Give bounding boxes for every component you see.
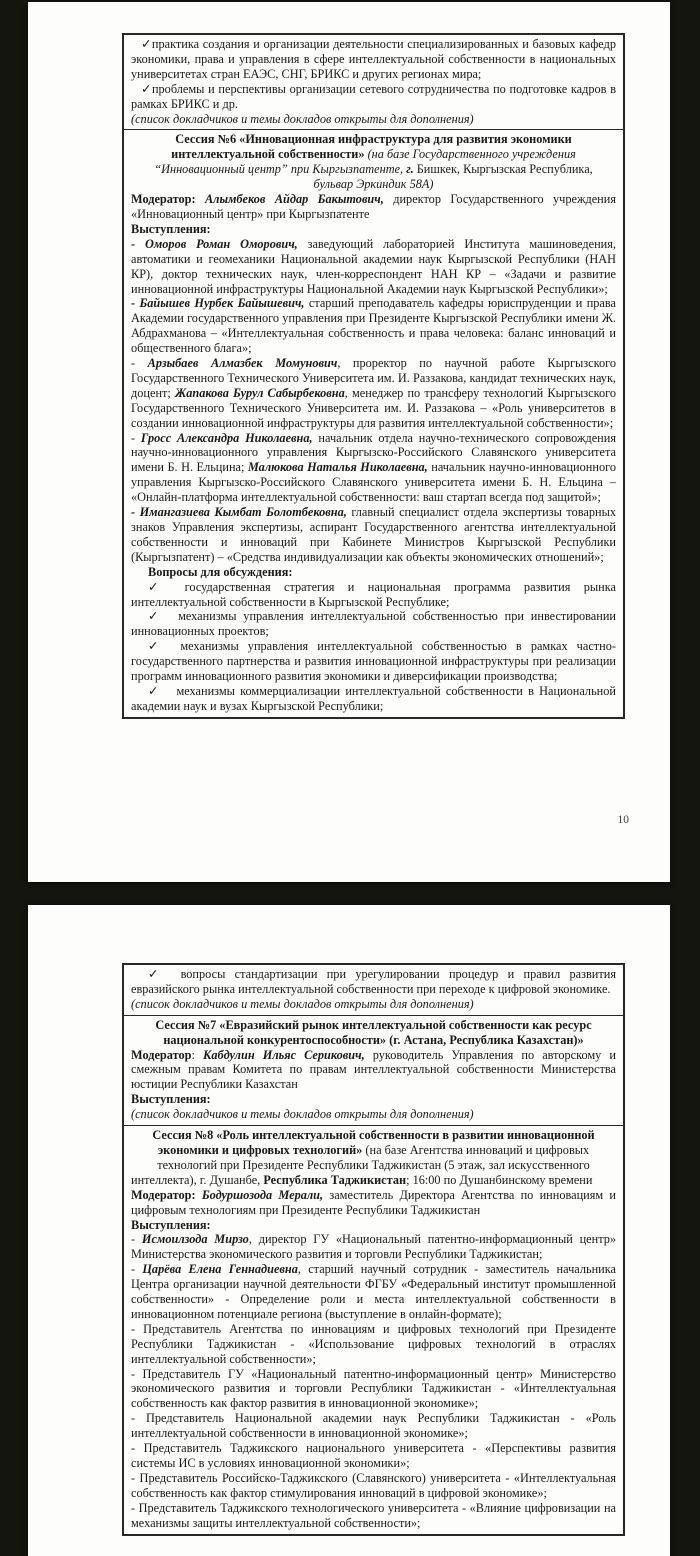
text-run: , директор ГУ «Национальный патентно-информационный центр» Министерства экономического развития и торговли Республики Таджикистан; — [131, 1232, 617, 1262]
paragraph — [131, 1262, 616, 1322]
text-run: - — [131, 430, 141, 445]
paragraph — [131, 431, 616, 506]
paragraph — [131, 639, 616, 684]
paragraph — [131, 1143, 616, 1158]
text-run: (список докладчиков и темы докладов открыты для дополнения) — [131, 111, 474, 126]
paragraph — [131, 222, 616, 237]
text-run: Республика Таджикистан — [263, 1172, 407, 1187]
paragraph — [131, 132, 616, 147]
program-table-page-1 — [122, 33, 625, 719]
paragraph — [131, 1173, 616, 1188]
paragraph — [131, 1092, 616, 1107]
text-run: Вопросы для обсуждения: — [148, 564, 293, 579]
text-run: заместитель Директора Агентства по инновациям и цифровым технологиям при Президенте Республики Таджикистан — [131, 1187, 617, 1217]
text-run: механизмы управления интеллектуальной собственностью при инвестировании инновационных проектов; — [131, 609, 616, 639]
text-run: - Представитель Национальной академии наук Республики Таджикистан - «Роль интеллектуальной собственности в инновационной экономике»; — [131, 1411, 616, 1441]
document-page-1 — [28, 2, 670, 882]
paragraph — [131, 192, 616, 222]
text-run: - Представитель Российско-Таджикского (Славянского) университета - «Интеллектуальная собственность как фактор стимулирования инноваций в цифровой экономике»; — [131, 1470, 616, 1500]
text-run: Сессия №7 «Евразийский рынок интеллектуальной собственности как ресурс — [155, 1017, 592, 1032]
text-run: - — [131, 1262, 143, 1277]
paragraph — [131, 1441, 616, 1471]
text-run: Выступления: — [131, 221, 211, 236]
text-run: Выступления: — [131, 1217, 211, 1232]
text-run: технологий при Президенте Республики Таджикистан (5 этаж, зал искусственного — [157, 1157, 590, 1172]
text-run: Модератор — [131, 1047, 192, 1062]
text-run: , менеджер по трансферу технологий Кыргызского Государственного Технического Университета им. И. Раззакова – «Роль университетов в создании инновационной инфраструктуры для развития интеллектуальной собственности»; — [131, 385, 617, 430]
text-run: - Представитель Таджикского национального университета - «Перспективы развития системы ИС в условиях инновационной экономики»; — [131, 1441, 616, 1470]
text-run: - Имангазиева Кымбат Болотбековна, — [131, 505, 347, 520]
cell-session-7 — [124, 1016, 623, 1126]
text-run: Кабдулин Ильяс Серикович, — [202, 1047, 365, 1062]
text-run: - Байышев Нурбек Байышевич, — [131, 296, 305, 311]
text-run: практика создания и организации деятельности специализированных и базовых кафедр экономики, права и управления в сфере интеллектуальной собственности в национальных университетах стран ЕАЭС, СНГ, БРИКС и других регионах мира; — [131, 37, 616, 81]
paragraph — [131, 177, 616, 192]
text-run: Сессия №6 «Инновационная инфраструктура для развития экономики — [175, 132, 572, 147]
text-run: начальник научно-инновационного управления Кыргызско-Российского Славянского университета имени Б. Н. Ельцина – «Онлайн-платформа интеллектуальной собственности: ваш стартап всегда под защитой»; — [131, 460, 616, 505]
paragraph — [131, 162, 616, 177]
text-run: “Инновационный центр” при Кыргызпатенте, — [154, 162, 407, 177]
text-run: Бодуршозода Мерали, — [201, 1187, 324, 1202]
text-run: экономики и цифровых технологий» — [157, 1142, 366, 1157]
text-run: Модератор: — [131, 1187, 202, 1202]
text-run: начальник отдела научно-технического сопровождения научно-инновационного управления Кыргызско-Российского Славянского университета имени Б. Н. Ельцина; — [131, 430, 616, 475]
text-run: Модератор: — [131, 192, 205, 207]
text-run: директор Государственного учреждения «Инновационный центр» при Кыргызпатенте — [131, 192, 616, 221]
paragraph — [131, 147, 616, 162]
paragraph — [131, 505, 616, 565]
paragraph — [131, 1033, 616, 1048]
text-run: вопросы стандартизации при урегулировании процедур и правил развития евразийского рынка интеллектуальной собственности при переходе к цифровой экономике. — [131, 967, 616, 996]
paragraph — [131, 1128, 616, 1143]
document-page-2 — [28, 905, 670, 1556]
paragraph — [131, 1107, 616, 1122]
paragraph — [131, 609, 616, 639]
text-run: Сессия №8 «Роль интеллектуальной собственности в развитии инновационной — [152, 1128, 595, 1143]
text-run: - — [131, 1232, 142, 1247]
paragraph — [131, 1048, 616, 1093]
text-run: руководитель Управления по авторскому и смежным правам Комитета по правам интеллектуальной собственности Министерства юстиции Республики Казахстан — [131, 1047, 617, 1092]
cell-discussion-topics-continued-2 — [124, 965, 623, 1016]
paragraph — [131, 997, 616, 1012]
text-run: г. — [406, 162, 414, 177]
checkmark-icon: ✓ — [141, 81, 152, 96]
checkmark-icon: ✓ — [148, 967, 165, 981]
text-run: Гросс Александра Николаевна, — [140, 430, 313, 445]
text-run: старший преподаватель кафедры юриспруденции и права Академии государственного управления при Президенте Кыргызской Республики имени Ж. Абдрахманова – «Интеллектуальная собственность и права человека: баланс инноваций и общественного блага»; — [131, 296, 616, 356]
paragraph — [131, 565, 616, 580]
paragraph — [131, 1158, 616, 1173]
text-run: бульвар Эркиндик 58А) — [313, 177, 434, 192]
text-run: Царёва Елена Геннадиевна — [142, 1262, 298, 1277]
checkmark-icon: ✓ — [148, 683, 161, 698]
paragraph — [131, 37, 616, 82]
text-run: Исмоилзода Мирзо — [141, 1232, 249, 1247]
paragraph — [131, 1188, 616, 1218]
text-run: (список докладчиков и темы докладов открыты для дополнения) — [131, 996, 474, 1011]
cell-session-6 — [124, 130, 623, 716]
cell-discussion-topics-continued — [124, 35, 623, 130]
paragraph — [131, 1367, 616, 1412]
paragraph — [131, 1322, 616, 1367]
text-run: : — [191, 1047, 203, 1062]
text-run: - Представитель ГУ «Национальный патентно-информационный центр» Министерство экономического развития и торговли Республики Таджикистан - «Интеллектуальная собственность как фактор развития в инновационной экономике»; — [131, 1366, 616, 1411]
text-run: заведующий лабораторией Института машиноведения, автоматики и геомеханики Национальной академии наук Кыргызской Республики (НАН КР), доктор технических наук, член-корреспондент НАН КР – «Задачи и развитие инновационной инфраструктуры Национальной Академии наук Кыргызской Республики»; — [131, 236, 616, 296]
text-run: Жапакова Бурул Сабырбековна — [174, 385, 345, 400]
text-run: (на базе Агентства инноваций и цифровых — [365, 1142, 590, 1157]
paragraph — [131, 237, 616, 297]
text-run: - Оморов Роман Оморович, — [131, 236, 298, 251]
checkmark-icon: ✓ — [148, 639, 165, 654]
page-number: 10 — [617, 814, 629, 826]
program-table-page-2 — [122, 963, 625, 1536]
paragraph — [131, 580, 616, 610]
cell-session-8 — [124, 1126, 623, 1533]
paragraph — [131, 684, 616, 714]
text-run: Алымбеков Айдар Бакытович, — [204, 192, 384, 207]
paragraph — [131, 1471, 616, 1501]
paragraph — [131, 82, 616, 112]
text-run: государственная стратегия и национальная программа развития рынка интеллектуальной собственности в Кыргызской Республике; — [131, 579, 617, 609]
paragraph — [131, 1018, 616, 1033]
paragraph — [131, 1218, 616, 1233]
text-run: Малюкова Наталья Николаевна, — [247, 460, 428, 475]
paragraph — [131, 1232, 616, 1262]
text-run: проблемы и перспективы организации сетевого сотрудничества по подготовке кадров в рамках БРИКС и др. — [131, 81, 616, 111]
paragraph — [131, 1411, 616, 1441]
text-run: - — [131, 356, 148, 371]
text-run: механизмы коммерциализации интеллектуальной собственности в Национальной академии наук и вузах Кыргызской Республики; — [131, 683, 616, 713]
checkmark-icon: ✓ — [148, 609, 163, 624]
text-run: национальной конкурентоспособности» (г. Астана, Республика Казахстан)» — [163, 1032, 584, 1047]
text-run: - Представитель Агентства по инновациям и цифровых технологий при Президенте Республики Таджикистан - «Использование цифровых технологий в отраслях интеллектуальной собственности»; — [131, 1321, 616, 1366]
paragraph — [131, 296, 616, 356]
text-run: (на базе Государственного учреждения — [367, 147, 576, 162]
text-run: интеллекта), г. Душанбе, — [131, 1172, 264, 1187]
text-run: (список докладчиков и темы докладов открыты для дополнения) — [131, 1107, 474, 1122]
text-run: , старший научный сотрудник - заместитель начальника Центра организации научной деятельности ФГБУ «Федеральный институт промышленной собственности» - Определение роли и места интеллектуальной собственности в инновационном потенциале региона (выступление в онлайн-формате); — [131, 1262, 616, 1321]
checkmark-icon: ✓ — [141, 37, 152, 51]
text-run: Выступления: — [131, 1092, 211, 1107]
text-run: , проректор по научной работе Кыргызского Государственного Технического Университета им. И. Раззакова, кандидат технических наук, доцент; — [131, 356, 617, 400]
text-run: Арзыбаев Алмазбек Момунович — [147, 356, 338, 371]
checkmark-icon: ✓ — [148, 579, 169, 594]
paragraph — [131, 112, 616, 127]
paragraph — [131, 1501, 616, 1531]
text-run: Бишкек, Кыргызская Республика, — [413, 162, 593, 177]
text-run: ; 16:00 по Душанбинскому времени — [406, 1172, 593, 1187]
text-run: главный специалист отдела экспертизы товарных знаков Управления экспертизы, аспирант Государственного агентства интеллектуальной собственности и инноваций при Кабинете Министров Кыргызской Республики (Кыргызпатент) – «Средства индивидуализации как объекты экономических отношений»; — [131, 505, 616, 564]
paragraph — [131, 967, 616, 997]
text-run: интеллектуальной собственности» — [171, 147, 368, 162]
text-run: механизмы управления интеллектуальной собственностью в рамках частно-государственного партнерства и развития инновационной инфраструктуры при реализации программ инновационного развития экономики и диверсификации производства; — [131, 639, 616, 684]
text-run: - Представитель Таджикского технологического университета - «Влияние цифровизации на механизмы защиты интеллектуальной собственности»; — [131, 1500, 616, 1530]
paragraph — [131, 356, 616, 431]
